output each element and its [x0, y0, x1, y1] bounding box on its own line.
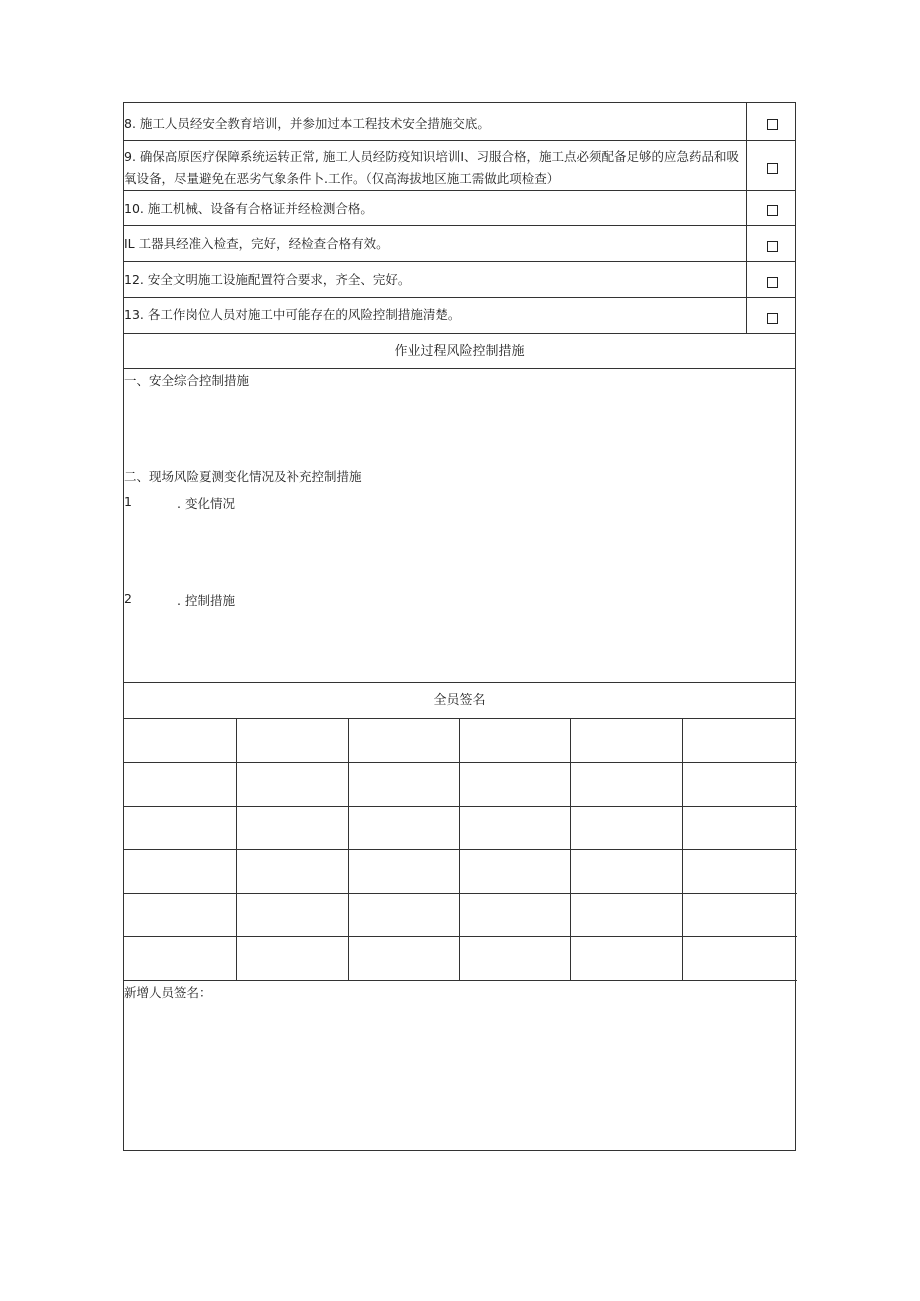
signature-grid	[124, 719, 795, 981]
checklist-item-text: IL 工器具经准入检查，完好，经检查合格有效。	[124, 226, 747, 261]
signature-cell[interactable]	[349, 719, 460, 763]
signature-cell[interactable]	[460, 894, 571, 937]
signature-cell[interactable]	[571, 807, 683, 850]
signature-cell[interactable]	[124, 894, 237, 937]
signature-cell[interactable]	[683, 763, 797, 807]
signature-cell[interactable]	[237, 763, 349, 807]
signature-cell[interactable]	[237, 807, 349, 850]
signature-cell[interactable]	[237, 894, 349, 937]
new-personnel-label: 新增人员签名：	[124, 985, 212, 1000]
checkbox[interactable]	[767, 277, 778, 288]
signature-cell[interactable]	[683, 719, 797, 763]
checklist-form	[123, 102, 796, 1151]
part1-heading: 一、安全综合控制措施	[124, 373, 250, 388]
checkbox[interactable]	[767, 163, 778, 174]
signature-cell[interactable]	[349, 850, 460, 894]
signature-cell[interactable]	[124, 937, 237, 981]
checklist-row-12	[124, 262, 795, 298]
section-title: 作业过程风险控制措施	[394, 344, 525, 359]
signature-cell[interactable]	[683, 894, 797, 937]
signature-cell[interactable]	[460, 937, 571, 981]
signature-cell[interactable]	[237, 719, 349, 763]
checklist-item-text: 8. 施工人员经安全教育培训，并参加过本工程技术安全措施交底。	[124, 103, 747, 140]
checklist-row-13	[124, 298, 795, 334]
signature-cell[interactable]	[124, 850, 237, 894]
checkbox[interactable]	[767, 205, 778, 216]
signature-cell[interactable]	[571, 894, 683, 937]
signature-cell[interactable]	[683, 807, 797, 850]
signature-cell[interactable]	[571, 850, 683, 894]
checklist-item-text: 9. 确保高原医疗保障系统运转正常, 施工人员经防疫知识培训Ⅰ、习服合格，施工点必须配备足够的应急药品和吸氧设备，尽量避免在恶劣气象条件卜.工作。（仅高海拔地区施工需做此项检查）	[124, 141, 747, 190]
part2-heading: 二、现场风险夏测变化情况及补充控制措施	[124, 469, 362, 484]
signature-cell[interactable]	[571, 719, 683, 763]
checklist-row-10	[124, 191, 795, 226]
signature-cell[interactable]	[124, 763, 237, 807]
signature-cell[interactable]	[460, 763, 571, 807]
sub1-number: 1	[124, 494, 132, 509]
checklist-item-text: 12. 安全文明施工设施配置符合要求，齐全、完好。	[124, 262, 747, 297]
signature-cell[interactable]	[571, 937, 683, 981]
sub2-label: . 控制措施	[177, 593, 235, 608]
signature-cell[interactable]	[349, 807, 460, 850]
signature-cell[interactable]	[237, 850, 349, 894]
risk-control-title-row	[124, 334, 795, 369]
signature-cell[interactable]	[124, 807, 237, 850]
checklist-item-text: 10. 施工机械、设备有合格证并经检测合格。	[124, 191, 747, 225]
signature-cell[interactable]	[460, 850, 571, 894]
signature-cell[interactable]	[571, 763, 683, 807]
signature-cell[interactable]	[460, 719, 571, 763]
signature-cell[interactable]	[124, 719, 237, 763]
checklist-row-9	[124, 141, 795, 191]
checklist-item-text: 13. 各工作岗位人员对施工中可能存在的风险控制措施清楚。	[124, 298, 747, 333]
risk-control-block	[124, 369, 795, 683]
signature-cell[interactable]	[683, 850, 797, 894]
checkbox[interactable]	[767, 241, 778, 252]
checkbox[interactable]	[767, 313, 778, 324]
checklist-row-11	[124, 226, 795, 262]
signature-cell[interactable]	[349, 894, 460, 937]
signature-cell[interactable]	[460, 807, 571, 850]
checklist-row-8	[124, 103, 795, 141]
signature-cell[interactable]	[237, 937, 349, 981]
signature-cell[interactable]	[683, 937, 797, 981]
signature-cell[interactable]	[349, 937, 460, 981]
signature-cell[interactable]	[349, 763, 460, 807]
signature-title: 全员签名	[433, 693, 486, 708]
sub2-number: 2	[124, 591, 132, 606]
checkbox[interactable]	[767, 119, 778, 130]
signature-title-row	[124, 683, 795, 719]
sub1-label: . 变化情况	[177, 496, 235, 511]
